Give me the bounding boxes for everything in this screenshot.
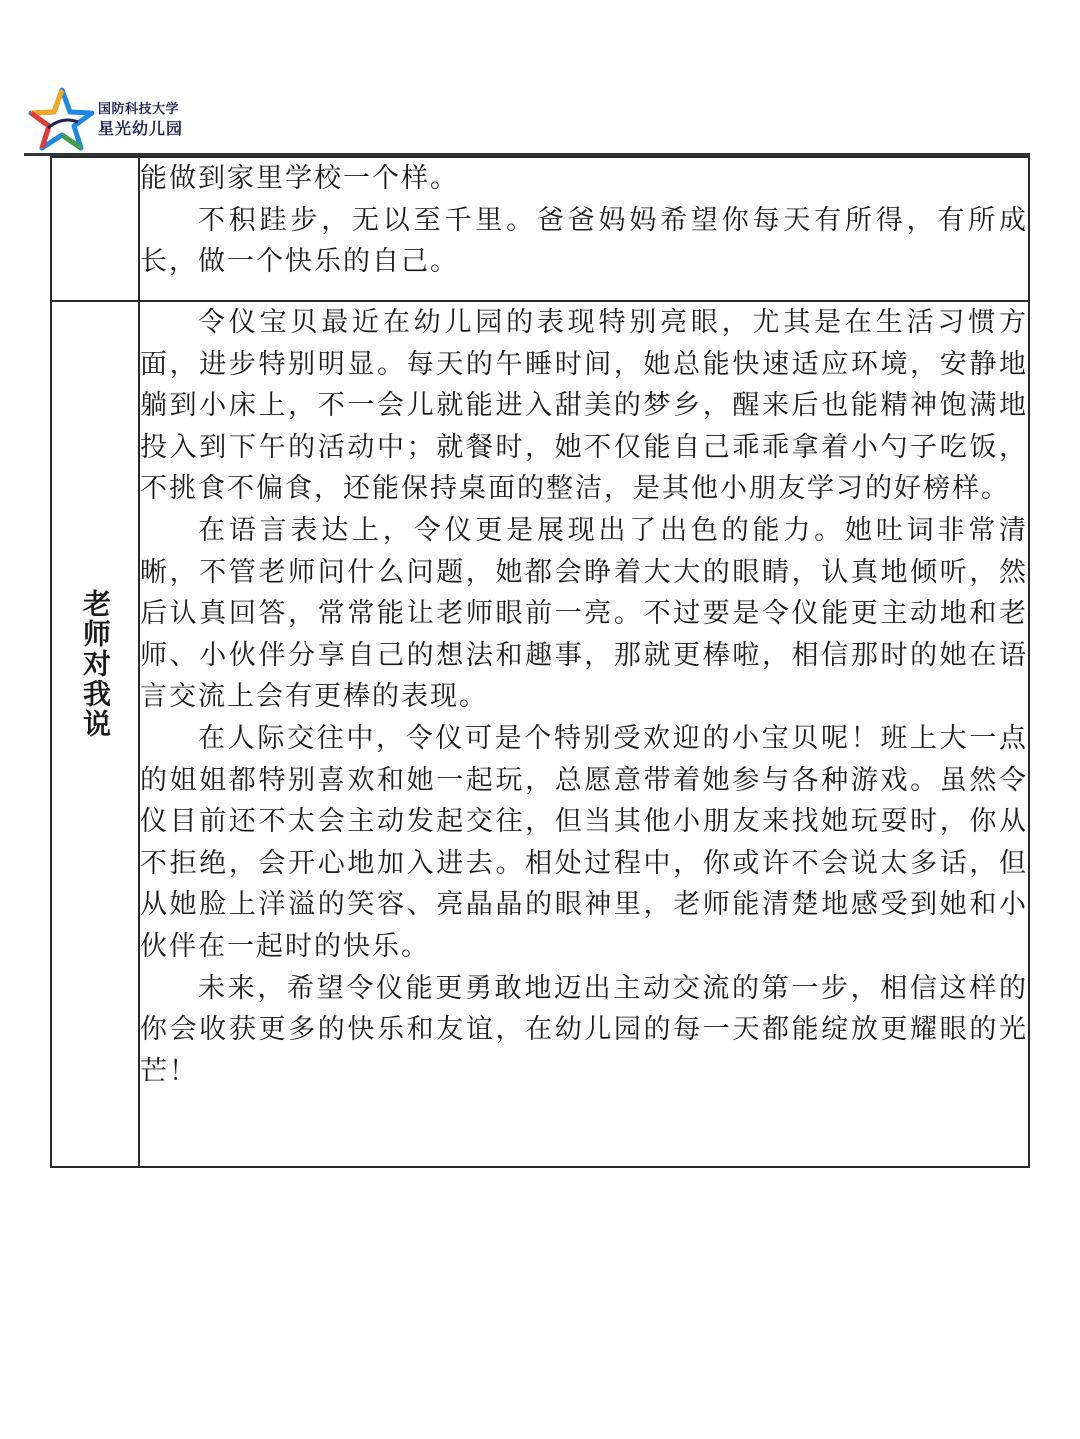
- teacher-row: [51, 301, 1029, 1167]
- teacher-paragraph: 在人际交往中，令仪可是个特别受欢迎的小宝贝呢！班上大一点的姐姐都特别喜欢和她一起玩，总愿意带着她参与各种游戏。虽然令仪目前还不太会主动发起交往，但当其他小朋友来找她玩耍时，你从不拒绝，会开心地加入进去。相处过程中，你或许不会说太多话，但从她脸上洋溢的笑容、亮晶晶的眼神里，老师能清楚地感受到她和小伙伴在一起时的快乐。: [140, 722, 1028, 962]
- teacher-section-label: 老师对我说: [79, 589, 112, 739]
- school-logo: [28, 86, 208, 152]
- parent-label-cell: [51, 157, 139, 301]
- teacher-paragraph: 未来，希望令仪能更勇敢地迈出主动交流的第一步，相信这样的你会收获更多的快乐和友谊，在幼儿园的每一天都能绽放更耀眼的光芒！: [140, 972, 1028, 1087]
- star-logo-icon: [28, 86, 94, 152]
- parent-row: [51, 157, 1029, 301]
- logo-school-name: 国防科技大学: [98, 102, 180, 117]
- evaluation-table: [50, 156, 1030, 1168]
- teacher-paragraph: 令仪宝贝最近在幼儿园的表现特别亮眼，尤其是在生活习惯方面，进步特别明显。每天的午睡时间，她总能快速适应环境，安静地躺到小床上，不一会儿就能进入甜美的梦乡，醒来后也能精神饱满地投入到下午的活动中；就餐时，她不仅能自己乖乖拿着小勺子吃饭，不挑食不偏食，还能保持桌面的整洁，是其他小朋友学习的好榜样。: [140, 307, 1028, 505]
- teacher-text-cell: [139, 301, 1029, 1167]
- parent-text-cell: [139, 157, 1029, 301]
- parent-paragraph: 能做到家里学校一个样。: [140, 163, 459, 194]
- logo-kindergarten-name: 星光幼儿园: [98, 119, 184, 138]
- parent-paragraph: 不积跬步，无以至千里。爸爸妈妈希望你每天有所得，有所成长，做一个快乐的自己。: [140, 204, 1028, 278]
- teacher-label-cell: [51, 301, 139, 1167]
- teacher-paragraph: 在语言表达上，令仪更是展现出了出色的能力。她吐词非常清晰，不管老师问什么问题，她都会睁着大大的眼睛，认真地倾听，然后认真回答，常常能让老师眼前一亮。不过要是令仪能更主动地和老师、小伙伴分享自己的想法和趣事，那就更棒啦，相信那时的她在语言交流上会有更棒的表现。: [140, 514, 1028, 713]
